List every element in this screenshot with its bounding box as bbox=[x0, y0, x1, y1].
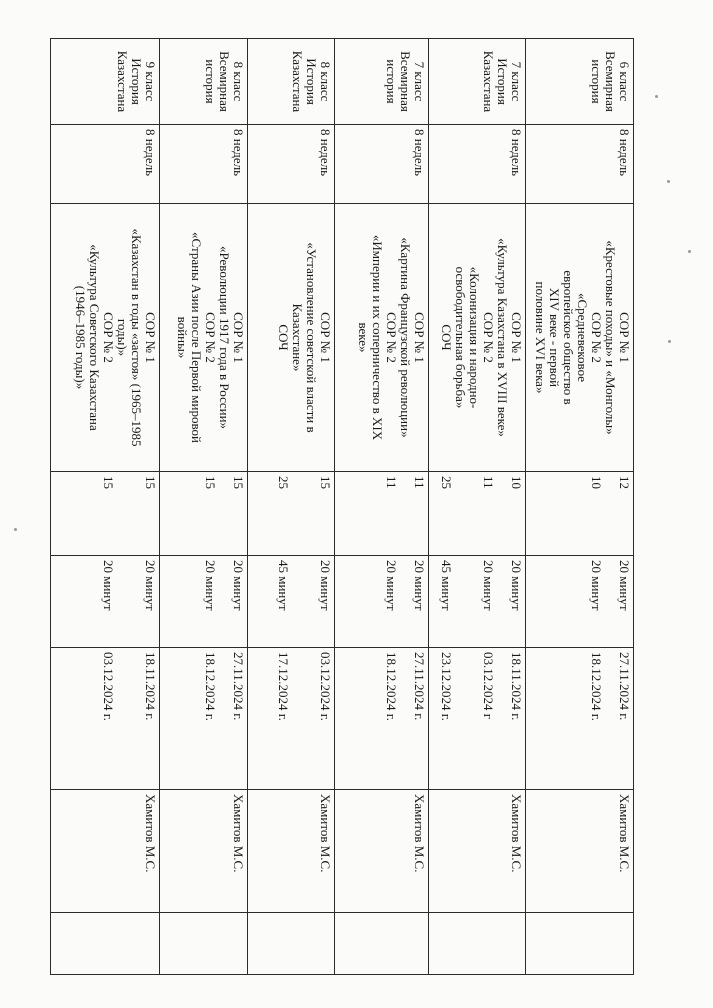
score-cell: 15 15 bbox=[51, 472, 160, 556]
empty-cell bbox=[160, 913, 248, 975]
table-row bbox=[335, 39, 429, 975]
date-cell: 18.11.2024 г. 03.12.2024 г 23.12.2024 г. bbox=[429, 648, 526, 790]
table-row bbox=[526, 39, 634, 975]
class-cell: 6 класс Всемирная история bbox=[526, 39, 634, 125]
teacher-cell: Хамитов М.С. bbox=[335, 790, 429, 913]
date-cell: 27.11.2024 г. 18.12.2024 г. bbox=[526, 648, 634, 790]
empty-cell bbox=[526, 913, 634, 975]
class-cell: 8 класс История Казахстана bbox=[248, 39, 335, 125]
class-cell: 7 класс История Казахстана bbox=[429, 39, 526, 125]
teacher-cell: Хамитов М.С. bbox=[51, 790, 160, 913]
class-cell: 8 класс Всемирная история bbox=[160, 39, 248, 125]
weeks-cell: 8 недель bbox=[160, 125, 248, 204]
date-cell: 27.11.2024 г. 18.12.2024 г. bbox=[160, 648, 248, 790]
topics-cell: СОР № 1 «Крестовые походы» и «Монголы» СОР № 2 «Средневековое европейское общество в XIV веке - первой половине XVI века» bbox=[526, 204, 634, 472]
table-row bbox=[248, 39, 335, 975]
assessment-schedule-table bbox=[50, 38, 634, 975]
weeks-cell: 8 недель bbox=[335, 125, 429, 204]
duration-cell: 20 минут 20 минут 45 минут bbox=[429, 556, 526, 648]
score-cell: 12 10 bbox=[526, 472, 634, 556]
weeks-cell: 8 недель bbox=[526, 125, 634, 204]
empty-cell bbox=[248, 913, 335, 975]
topics-cell: СОР № 1 «Культура Казахстана в XVIII веке» СОР № 2 «Колонизация и народно- освободительная борьба» СОЧ bbox=[429, 204, 526, 472]
teacher-cell: Хамитов М.С. bbox=[160, 790, 248, 913]
date-cell: 03.12.2024 г. 17.12.2024 г. bbox=[248, 648, 335, 790]
topics-cell: СОР № 1 «Революции 1917 года в России» СОР № 2 «Страны Азии после Первой мировой войны» bbox=[160, 204, 248, 472]
date-cell: 18.11.2024 г. 03.12.2024 г. bbox=[51, 648, 160, 790]
table-row bbox=[51, 39, 160, 975]
table-row bbox=[160, 39, 248, 975]
weeks-cell: 8 недель bbox=[248, 125, 335, 204]
score-cell: 15 15 bbox=[160, 472, 248, 556]
scan-speck bbox=[688, 250, 691, 253]
score-cell: 15 25 bbox=[248, 472, 335, 556]
empty-cell bbox=[429, 913, 526, 975]
duration-cell: 20 минут 20 минут bbox=[51, 556, 160, 648]
topics-cell: СОР № 1 «Картина Французской революции» СОР № 2 «Империи и их соперничество в XIX веке» bbox=[335, 204, 429, 472]
empty-cell bbox=[335, 913, 429, 975]
scan-speck bbox=[668, 340, 671, 343]
teacher-cell: Хамитов М.С. bbox=[429, 790, 526, 913]
duration-cell: 20 минут 20 минут bbox=[160, 556, 248, 648]
score-cell: 11 11 bbox=[335, 472, 429, 556]
date-cell: 27.11.2024 г. 18.12.2024 г. bbox=[335, 648, 429, 790]
class-cell: 9 класс История Казахстана bbox=[51, 39, 160, 125]
empty-cell bbox=[51, 913, 160, 975]
scan-speck bbox=[667, 180, 670, 183]
table-row bbox=[429, 39, 526, 975]
duration-cell: 20 минут 20 минут bbox=[335, 556, 429, 648]
class-cell: 7 класс Всемирная история bbox=[335, 39, 429, 125]
topics-cell: СОР № 1 «Казахстан в годы «застоя» (1965–1985 годы)» СОР № 2 «Культура Советского Казахстана (1946–1985 годы)» bbox=[51, 204, 160, 472]
assessment-schedule-sheet bbox=[51, 38, 634, 974]
teacher-cell: Хамитов М.С. bbox=[248, 790, 335, 913]
duration-cell: 20 минут 45 минут bbox=[248, 556, 335, 648]
score-cell: 10 11 25 bbox=[429, 472, 526, 556]
teacher-cell: Хамитов М.С. bbox=[526, 790, 634, 913]
duration-cell: 20 минут 20 минут bbox=[526, 556, 634, 648]
scan-speck bbox=[14, 528, 17, 531]
scan-speck bbox=[655, 95, 658, 98]
weeks-cell: 8 недель bbox=[51, 125, 160, 204]
weeks-cell: 8 недель bbox=[429, 125, 526, 204]
topics-cell: СОР № 1 «Установление советской власти в Казахстане» СОЧ bbox=[248, 204, 335, 472]
